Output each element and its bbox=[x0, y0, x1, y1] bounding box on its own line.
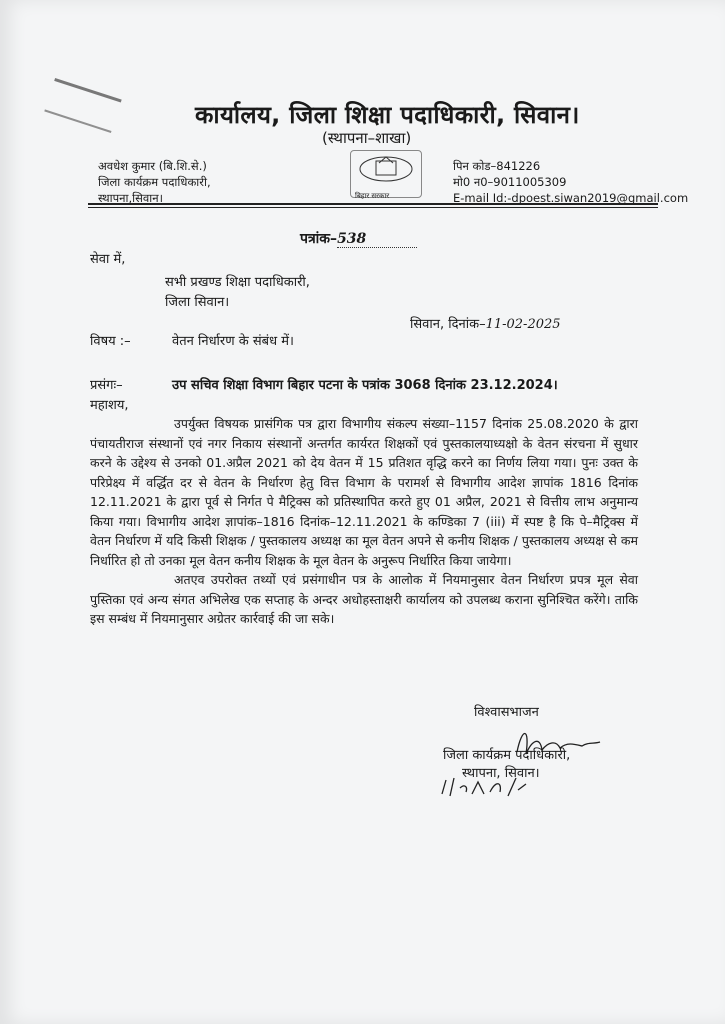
reference-text: उप सचिव शिक्षा विभाग बिहार पटना के पत्रांक 3068 दिनांक 23.12.2024। bbox=[172, 378, 558, 393]
section-name: (स्थापना–शाखा) bbox=[322, 129, 412, 147]
officer-block bbox=[98, 158, 211, 206]
letter-number-value: 538 bbox=[337, 231, 417, 248]
body-paragraph-1: उपर्युक्त विषयक प्रासंगिक पत्र द्वारा विभागीय संकल्प संख्या–1157 दिनांक 25.08.2020 के द्वारा पंचायतीराज संस्थानों एवं नगर निकाय संस्थानों अन्तर्गत कार्यरत शिक्षकों एवं पुस्तकालयाध्यक्षो के वेतन संरचना में सुधार करने के उद्देश्य से उनको 01.अप्रैल 2021 को देय वेतन में 15 प्रतिशत वृद्धि करने का निर्णय लिया गया। पुनः उक्त के परिप्रेक्ष्य में वर्द्धित दर से वेतन के निर्धारण हेतु वित्त विभाग के परामर्श से विभागीय आदेश ज्ञापांक 1816 दिनांक 12.11.2021 के द्वारा पूर्व से निर्गत पे मैट्रिक्स को प्रतिस्थापित करते हुए 01 अप्रैल, 2021 से वित्तीय लाभ अनुमान्य किया गया। विभागीय आदेश ज्ञापांक–1816 दिनांक–12.11.2021 के कण्डिका 7 (iii) में स्पष्ट है कि पे–मैट्रिक्स में वेतन निर्धारण में यदि किसी शिक्षक / पुस्तकालय अध्यक्ष का मूल वेतन अपने से कनीय शिक्षक / पुस्तकालय अध्यक्ष से कम निर्धारित हो तो उनका मूल वेतन कनीय शिक्षक के मूल वेतन के अनुरूप निर्धारित किया जायेगा। bbox=[90, 416, 638, 568]
mobile-number: मो0 न0–9011005309 bbox=[453, 175, 567, 189]
recipient-district: जिला सिवान। bbox=[165, 295, 230, 310]
subject-label: विषय :– bbox=[90, 334, 131, 349]
letter-number bbox=[300, 229, 417, 248]
signatory-office: स्थापना, सिवान। bbox=[462, 766, 540, 781]
place-label: सिवान, दिनांक– bbox=[410, 317, 486, 332]
header-rule bbox=[88, 203, 658, 205]
contact-block bbox=[453, 158, 688, 206]
signature-date-scrawl bbox=[438, 770, 528, 802]
reference-label: प्रसंगः– bbox=[90, 378, 123, 393]
officer-designation: जिला कार्यक्रम पदाधिकारी, bbox=[98, 175, 211, 189]
pin-code: पिन कोड–841226 bbox=[453, 159, 541, 173]
recipient-line: सभी प्रखण्ड शिक्षा पदाधिकारी, bbox=[165, 275, 310, 290]
letter-date: 11-02-2025 bbox=[485, 317, 561, 332]
emblem-caption: बिहार सरकार bbox=[355, 192, 390, 200]
sewa-label: सेवा में, bbox=[90, 252, 126, 267]
officer-office: स्थापना,सिवान। bbox=[98, 191, 163, 205]
body-paragraph-2: अतएव उपरोक्त तथ्यों एवं प्रसंगाधीन पत्र के आलोक में नियमानुसार वेतन निर्धारण प्रपत्र मूल सेवा पुस्तिका एवं अन्य संगत अभिलेख एक सप्ताह के अन्दर अधोहस्ताक्षरी कार्यालय को उपलब्ध कराना सुनिश्चित करेंगे। ताकि इस सम्बंध में नियमानुसार अग्रेतर कार्रवाई की जा सके। bbox=[90, 572, 638, 626]
salutation: महाशय, bbox=[90, 398, 129, 413]
email-address: E-mail Id:-dpoest.siwan2019@gmail.com bbox=[453, 191, 689, 205]
closing: विश्वासभाजन bbox=[474, 705, 539, 720]
letter-number-label: पत्रांक– bbox=[300, 231, 338, 247]
bihar-emblem-icon bbox=[350, 150, 422, 198]
officer-name: अवधेश कुमार (बि.शि.से.) bbox=[98, 159, 207, 173]
letter-body bbox=[90, 414, 638, 629]
header-rule-thin bbox=[88, 207, 658, 208]
office-title: कार्यालय, जिला शिक्षा पदाधिकारी, सिवान। bbox=[195, 101, 580, 129]
place-date bbox=[410, 314, 561, 332]
staple-mark bbox=[44, 78, 121, 133]
subject-text: वेतन निर्धारण के संबंध में। bbox=[172, 334, 294, 349]
signatory-designation: जिला कार्यक्रम पदाधिकारी, bbox=[443, 748, 571, 763]
